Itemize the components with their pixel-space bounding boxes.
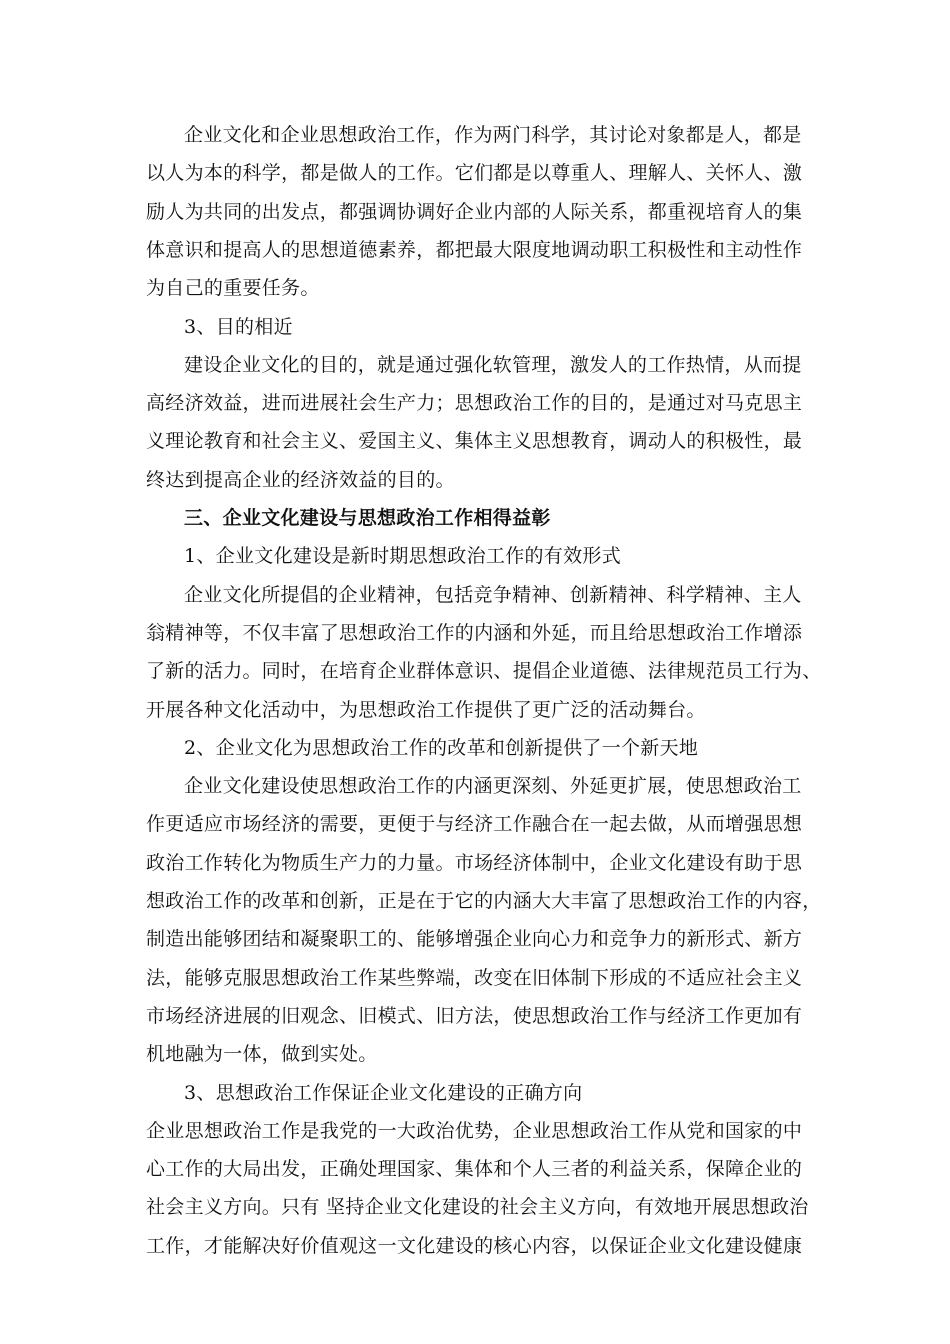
text-line: 工作，才能解决好价值观这一文化建设的核心内容，以保证企业文化建设健康 xyxy=(146,1234,803,1257)
text-line: 高经济效益，进而进展社会生产力；思想政治工作的目的，是通过对马克思主 xyxy=(146,392,803,415)
text-line: 社会主义方向。只有 坚持企业文化建设的社会主义方向，有效地开展思想政治 xyxy=(146,1196,809,1219)
text-line: 企业文化建设使思想政治工作的内涵更深刻、外延更扩展，使思想政治工 xyxy=(184,775,802,798)
text-line: 建设企业文化的目的，就是通过强化软管理，激发人的工作热情，从而提 xyxy=(184,353,802,376)
text-line: 制造出能够团结和凝聚职工的、能够增强企业向心力和竞争力的新形式、新方 xyxy=(146,928,803,951)
text-line: 心工作的大局出发，正确处理国家、集体和个人三者的利益关系，保障企业的 xyxy=(146,1158,803,1181)
text-line: 企业思想政治工作是我党的一大政治优势，企业思想政治工作从党和国家的中 xyxy=(146,1119,803,1142)
text-line: 3、目的相近 xyxy=(184,315,293,338)
text-line: 了新的活力。同时，在培育企业群体意识、提倡企业道德、法律规范员工行为、 xyxy=(146,660,822,683)
text-line: 市场经济进展的旧观念、旧模式、旧方法，使思想政治工作与经济工作更加有 xyxy=(146,1004,803,1027)
text-line: 企业文化所提倡的企业精神，包括竞争精神、创新精神、科学精神、主人 xyxy=(184,583,802,606)
text-line: 终达到提高企业的经济效益的目的。 xyxy=(146,468,455,491)
text-line: 作更适应市场经济的需要，更便于与经济工作融合在一起去做，从而增强思想 xyxy=(146,813,803,836)
text-line: 法，能够克服思想政治工作某些弊端，改变在旧体制下形成的不适应社会主义 xyxy=(146,966,803,989)
text-line: 想政治工作的改革和创新，正是在于它的内涵大大丰富了思想政治工作的内容， xyxy=(146,890,822,912)
text-line: 开展各种文化活动中，为思想政治工作提供了更广泛的活动舞台。 xyxy=(146,698,706,721)
text-line: 励人为共同的出发点，都强调协调好企业内部的人际关系，都重视培育人的集 xyxy=(146,200,803,223)
text-line: 政治工作转化为物质生产力的力量。市场经济体制中，企业文化建设有助于思 xyxy=(146,851,803,874)
text-line: 以人为本的科学，都是做人的工作。它们都是以尊重人、理解人、关怀人、激 xyxy=(146,162,803,185)
text-line: 3、思想政治工作保证企业文化建设的正确方向 xyxy=(184,1081,583,1104)
text-line: 翁精神等，不仅丰富了思想政治工作的内涵和外延，而且给思想政治工作增添 xyxy=(146,621,803,644)
text-line: 体意识和提高人的思想道德素养，都把最大限度地调动职工积极性和主动性作 xyxy=(146,238,803,261)
section-heading: 三、企业文化建设与思想政治工作相得益彰 xyxy=(184,507,551,529)
text-line: 1、企业文化建设是新时期思想政治工作的有效形式 xyxy=(184,545,621,568)
text-line: 机地融为一体，做到实处。 xyxy=(146,1043,378,1066)
text-line: 义理论教育和社会主义、爱国主义、集体主义思想教育，调动人的积极性，最 xyxy=(146,430,803,453)
text-line: 企业文化和企业思想政治工作，作为两门科学，其讨论对象都是人，都是 xyxy=(184,124,802,146)
text-line: 为自己的重要任务。 xyxy=(146,277,320,300)
text-line: 2、企业文化为思想政治工作的改革和创新提供了一个新天地 xyxy=(184,736,699,759)
